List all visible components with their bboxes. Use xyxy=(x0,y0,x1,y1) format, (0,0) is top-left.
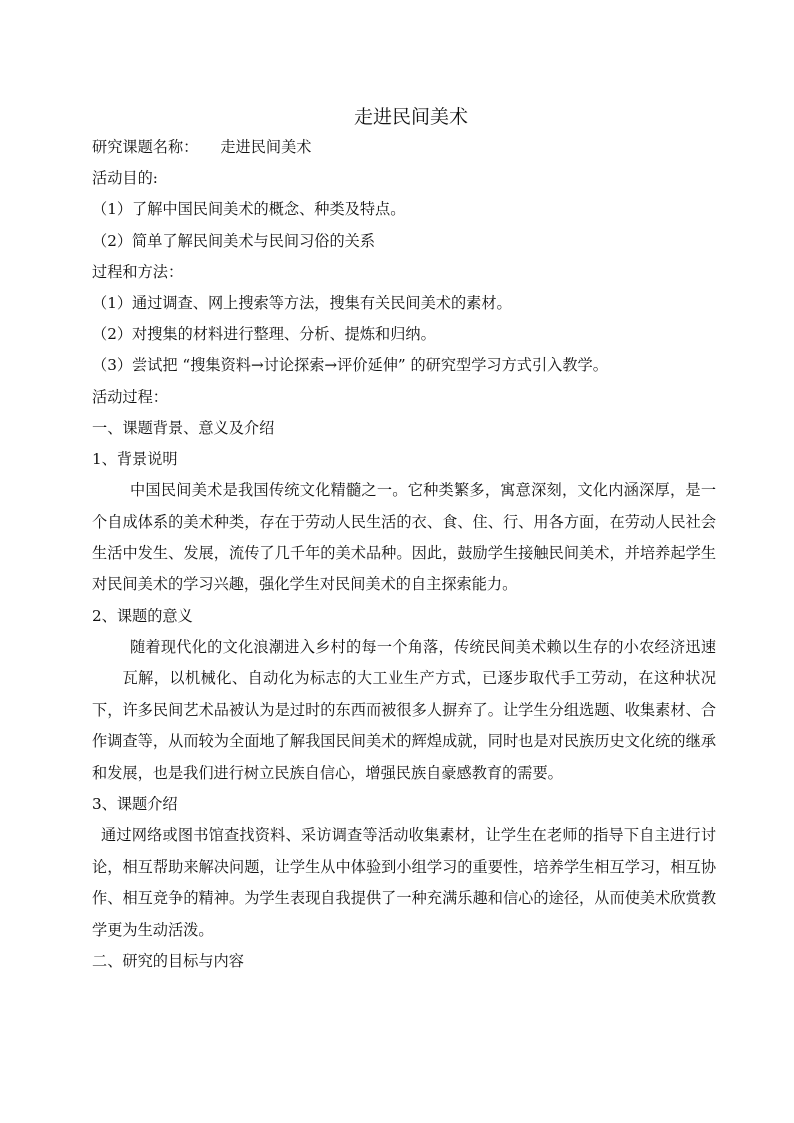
method-heading: 过程和方法： xyxy=(92,262,184,281)
sub3-heading: 3、课题介绍 xyxy=(92,795,178,814)
purpose-item-2: （2）简单了解民间美术与民间习俗的关系 xyxy=(92,231,376,250)
purpose-item-1: （1）了解中国民间美术的概念、种类及特点。 xyxy=(92,200,406,219)
sub1-paragraph: 中国民间美术是我国传统文化精髓之一。它种类繁多，寓意深刻，文化内涵深厚，是一个自成体系的美术种类，存在于劳动人民生活的衣、食、住、行、用各方面，在劳动人民社会生活中发生、发展，流传了几千年的美术品种。因此，鼓励学生接触民间美术，并培养起学生对民间美术的学习兴趣，强化学生对民间美术的自主探索能力。 xyxy=(92,481,716,594)
sub2-paragraph xyxy=(92,632,716,789)
section2-heading: 二、研究的目标与内容 xyxy=(92,951,244,970)
method-item-2: （2）对搜集的材料进行整理、分析、提炼和归纳。 xyxy=(92,325,436,344)
sub2-text-a: 随着现代化的文化浪潮进入乡村的每一个角落，传统民间美术赖以生存的小农经济迅速 xyxy=(130,638,716,657)
document-page xyxy=(92,104,716,977)
method-item-1: （1）通过调查、网上搜索等方法，搜集有关民间美术的素材。 xyxy=(92,294,512,313)
topic-value: 走进民间美术 xyxy=(220,138,312,156)
sub1-heading: 1、背景说明 xyxy=(92,450,178,469)
process-heading: 活动过程： xyxy=(92,387,168,406)
topic-line xyxy=(92,132,716,163)
section1-heading: 一、课题背景、意义及介绍 xyxy=(92,418,275,437)
document-title: 走进民间美术 xyxy=(353,106,468,128)
sub2-text-b: 瓦解，以机械化、自动化为标志的大工业生产方式，已逐步取代手工劳动，在这种状况下，许多民间艺术品被认为是过时的东西而被很多人摒弃了。让学生分组选题、收集素材、合作调查等，从而较为全面地了解我国民间美术的辉煌成就，同时也是对民族历史文化统的继承和发展，也是我们进行树立民族自信心，增强民族自豪感教育的需要。 xyxy=(92,669,716,782)
sub2-heading: 2、课题的意义 xyxy=(92,606,193,625)
topic-label: 研究课题名称： xyxy=(92,138,199,156)
purpose-heading: 活动目的: xyxy=(92,169,158,188)
method-item-3: （3）尝试把 “搜集资料→讨论探索→评价延伸” 的研究型学习方式引入教学。 xyxy=(92,356,608,375)
sub3-paragraph: 通过网络或图书馆查找资料、采访调查等活动收集素材，让学生在老师的指导下自主进行讨论，相互帮助来解决问题，让学生从中体验到小组学习的重要性，培养学生相互学习，相互协作、相互竞争的精神。为学生表现自我提供了一种充满乐趣和信心的途径，从而使美术欣赏教学更为生动活泼。 xyxy=(92,826,716,939)
